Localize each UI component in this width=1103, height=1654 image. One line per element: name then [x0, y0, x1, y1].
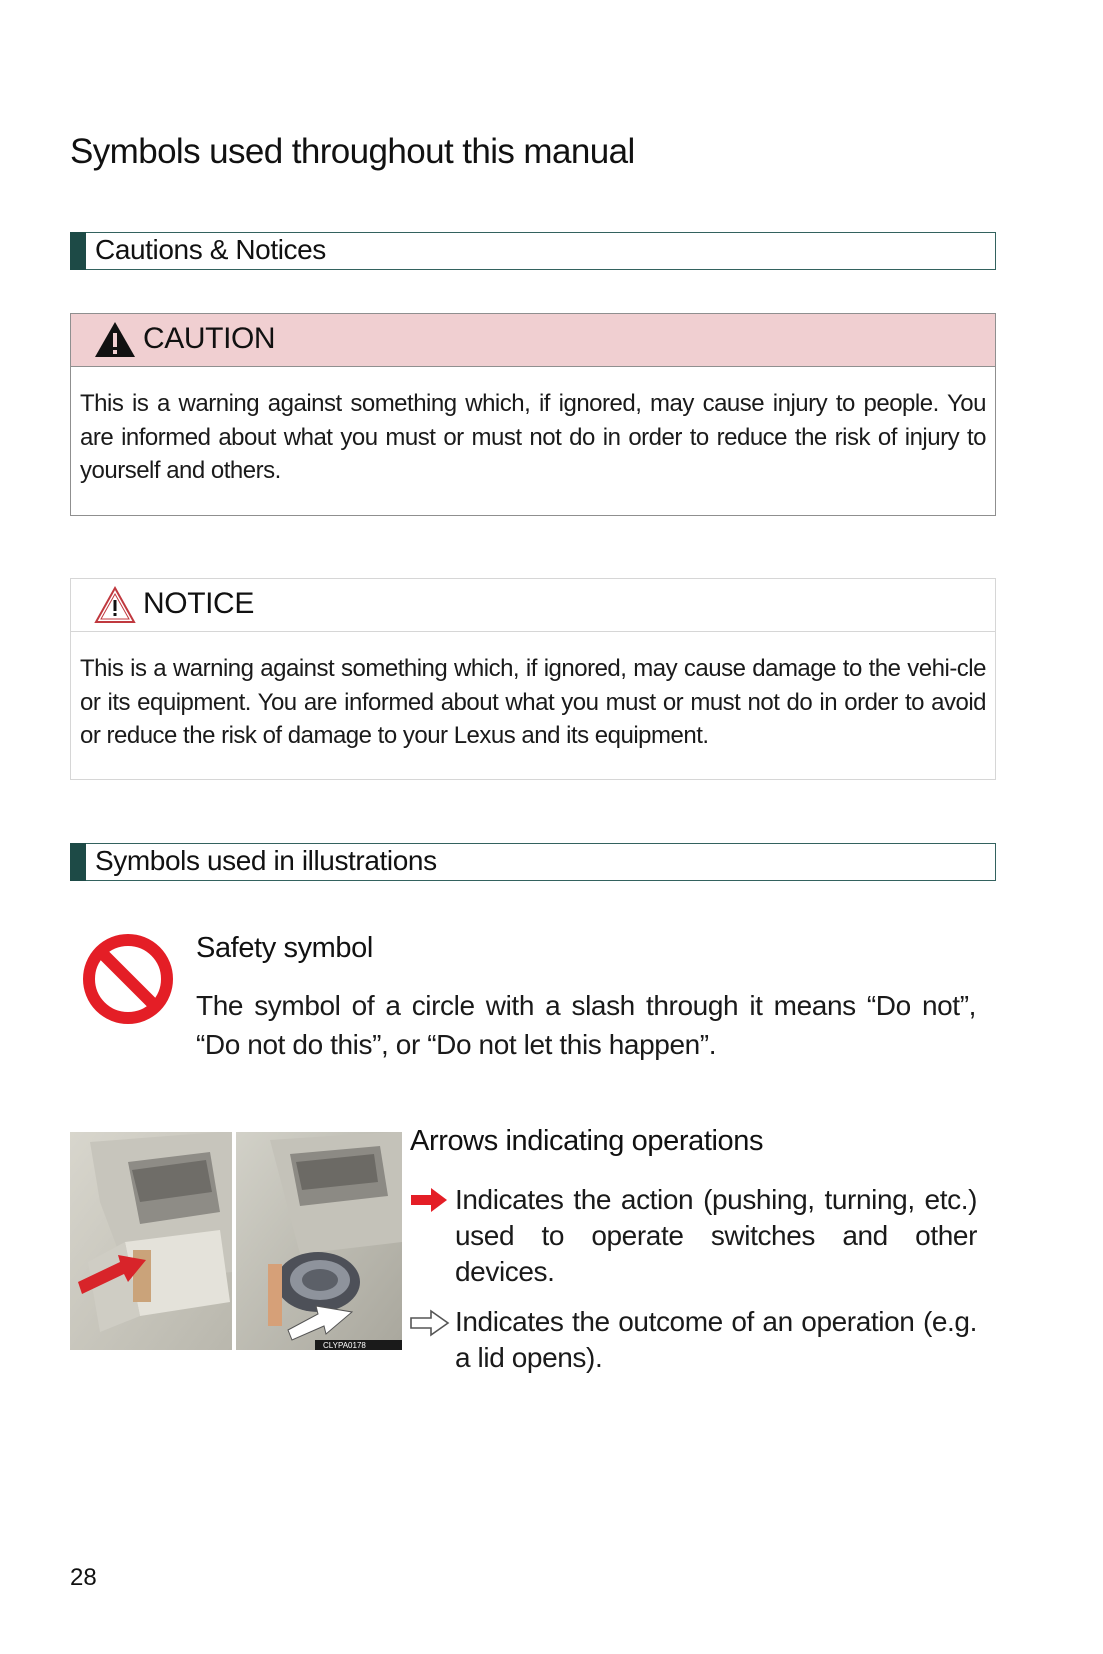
action-arrow-text-line: devices.	[455, 1256, 555, 1287]
section-heading-bar	[70, 843, 86, 881]
notice-body: This is a warning against something which, if ignored, may cause damage to the vehi-cle or its equipment. You are informed about what you must or must not do in order to avoid or reduce the risk of damage to your Lexus and its equipment.	[80, 655, 986, 749]
page-title: Symbols used throughout this manual	[70, 132, 635, 171]
section-heading-cautions-notices	[70, 232, 996, 270]
warning-triangle-outline-icon	[93, 585, 137, 630]
red-action-arrow-icon	[409, 1186, 449, 1219]
illustration-code: CLYPA0178	[323, 1341, 366, 1350]
warning-triangle-filled-icon	[93, 320, 137, 365]
outcome-arrow-text-line: a lid opens).	[455, 1342, 603, 1373]
notice-header	[71, 579, 995, 632]
caution-box	[70, 313, 996, 516]
notice-title: NOTICE	[143, 587, 254, 620]
console-lid-illustration	[70, 1132, 402, 1350]
outcome-arrow-text-line: Indicates the outcome of an operation (e.g.	[455, 1306, 977, 1337]
section-heading-label: Cautions & Notices	[95, 234, 326, 265]
safety-symbol-text-line: “Do not do this”, or “Do not let this happen”.	[196, 1029, 717, 1060]
safety-symbol-text-line: The symbol of a circle with a slash through it means “Do not”,	[196, 990, 976, 1021]
action-arrow-text-line: Indicates the action (pushing, turning, etc.)	[455, 1184, 977, 1215]
prohibition-icon	[82, 933, 174, 1030]
action-arrow-text-line: used to operate switches and other	[455, 1220, 977, 1251]
arrows-heading: Arrows indicating operations	[410, 1125, 764, 1157]
caution-header	[71, 314, 995, 367]
section-heading-label: Symbols used in illustrations	[95, 845, 437, 876]
caution-title: CAUTION	[143, 322, 276, 355]
notice-box	[70, 578, 996, 780]
section-heading-illustrations	[70, 843, 996, 881]
page-number: 28	[70, 1564, 97, 1591]
outline-outcome-arrow-icon	[409, 1308, 451, 1343]
caution-body: This is a warning against something which, if ignored, may cause injury to people. You are informed about what you must or must not do in order to reduce the risk of injury to yourself and others.	[80, 390, 986, 484]
safety-symbol-heading: Safety symbol	[196, 932, 373, 964]
section-heading-bar	[70, 232, 86, 270]
